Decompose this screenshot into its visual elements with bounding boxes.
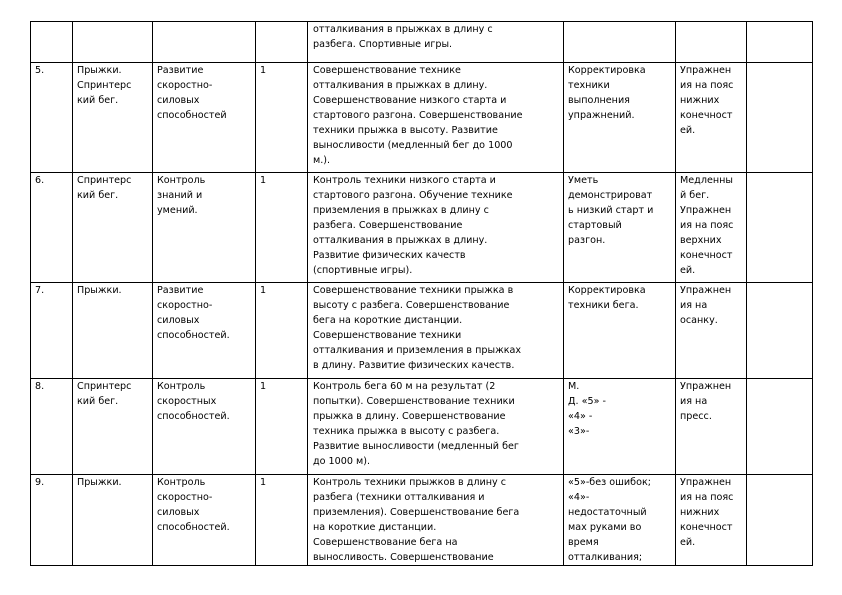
extra-cell (747, 379, 813, 475)
extra-cell (747, 22, 813, 63)
lesson-number-cell: 9. (31, 475, 73, 566)
lesson-number-cell: 5. (31, 63, 73, 173)
section-cell: Спринтерс кий бег. (73, 173, 153, 283)
table-row (31, 173, 813, 283)
requirement-cell: М. Д. «5» - «4» - «3»- (564, 379, 676, 475)
hours-cell (256, 22, 308, 63)
requirement-cell: Корректировка техники бега. (564, 283, 676, 379)
extra-cell (747, 283, 813, 379)
lesson-number-cell: 8. (31, 379, 73, 475)
requirement-cell (564, 22, 676, 63)
homework-cell: Упражнен ия на осанку. (676, 283, 747, 379)
homework-cell (676, 22, 747, 63)
content-cell: Контроль техники низкого старта и стартового разгона. Обучение технике приземления в прыжках в длину с разбега. Совершенствование отталкивания в прыжках в длину. Развитие физических качеств (спортивные игры). (308, 173, 564, 283)
hours-cell: 1 (256, 63, 308, 173)
homework-cell: Упражнен ия на пресс. (676, 379, 747, 475)
objective-cell: Контроль скоростно- силовых способностей. (153, 475, 256, 566)
content-cell: отталкивания в прыжках в длину с разбега. Спортивные игры. (308, 22, 564, 63)
requirement-cell: Корректировка техники выполнения упражнений. (564, 63, 676, 173)
homework-cell: Упражнен ия на пояс нижних конечност ей. (676, 475, 747, 566)
content-cell: Контроль техники прыжков в длину с разбега (техники отталкивания и приземления). Совершенствование бега на короткие дистанции. Совершенствование бега на выносливость. Совершенствование (308, 475, 564, 566)
hours-cell: 1 (256, 173, 308, 283)
table-row (31, 283, 813, 379)
objective-cell: Развитие скоростно- силовых способностей. (153, 283, 256, 379)
objective-cell: Развитие скоростно- силовых способностей (153, 63, 256, 173)
section-cell (73, 22, 153, 63)
section-cell: Прыжки. (73, 475, 153, 566)
content-cell: Контроль бега 60 м на результат (2 попытки). Совершенствование техники прыжка в длину. Совершенствование техника прыжка в высоту с разбега. Развитие выносливости (медленный бег до 1000 м). (308, 379, 564, 475)
hours-cell: 1 (256, 379, 308, 475)
lesson-plan-table (30, 21, 813, 566)
requirement-cell: Уметь демонстрироват ь низкий старт и стартовый разгон. (564, 173, 676, 283)
section-cell: Прыжки. (73, 283, 153, 379)
objective-cell: Контроль скоростных способностей. (153, 379, 256, 475)
lesson-number-cell (31, 22, 73, 63)
homework-cell: Упражнен ия на пояс нижних конечност ей. (676, 63, 747, 173)
extra-cell (747, 173, 813, 283)
homework-cell: Медленны й бег. Упражнен ия на пояс верхних конечност ей. (676, 173, 747, 283)
section-cell: Спринтерс кий бег. (73, 379, 153, 475)
hours-cell: 1 (256, 475, 308, 566)
objective-cell (153, 22, 256, 63)
table-row (31, 475, 813, 566)
table-row (31, 379, 813, 475)
content-cell: Совершенствование техники прыжка в высоту с разбега. Совершенствование бега на короткие дистанции. Совершенствование техники отталкивания и приземления в прыжках в длину. Развитие физических качеств. (308, 283, 564, 379)
table-row (31, 22, 813, 63)
extra-cell (747, 475, 813, 566)
content-cell: Совершенствование технике отталкивания в прыжках в длину. Совершенствование низкого старта и стартового разгона. Совершенствование техники прыжка в высоту. Развитие выносливости (медленный бег до 1000 м.). (308, 63, 564, 173)
extra-cell (747, 63, 813, 173)
requirement-cell: «5»-без ошибок; «4»- недостаточный мах руками во время отталкивания; (564, 475, 676, 566)
table-row (31, 63, 813, 173)
lesson-number-cell: 6. (31, 173, 73, 283)
section-cell: Прыжки. Спринтерс кий бег. (73, 63, 153, 173)
hours-cell: 1 (256, 283, 308, 379)
objective-cell: Контроль знаний и умений. (153, 173, 256, 283)
lesson-number-cell: 7. (31, 283, 73, 379)
